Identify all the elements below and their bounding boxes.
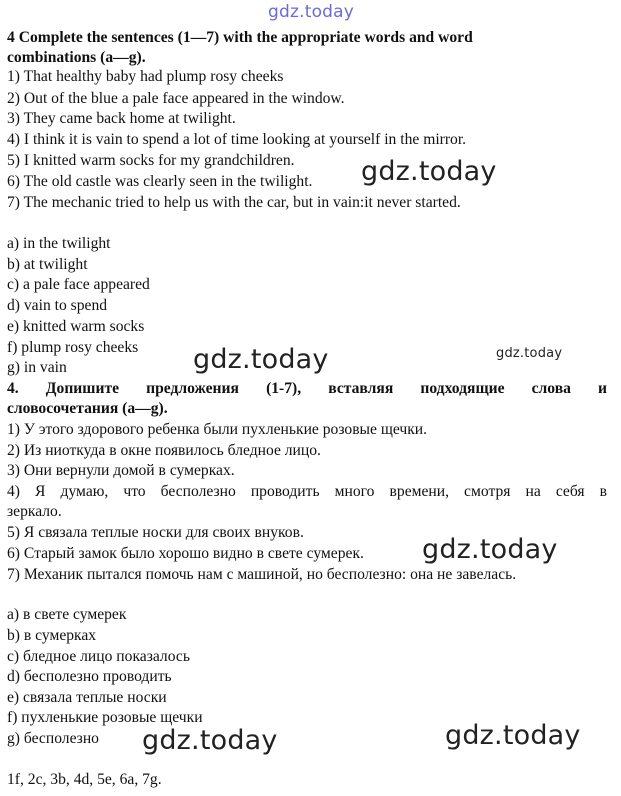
english-option-a: a) in the twilight bbox=[7, 235, 111, 252]
english-sentence-1: 1) That healthy baby had plump rosy cheeks bbox=[7, 68, 284, 85]
russian-heading-line2: словосочетания (a—g). bbox=[7, 400, 168, 417]
russian-sentence-2: 2) Из ниоткуда в окне появилось бледное лицо. bbox=[7, 442, 321, 459]
russian-option-c: c) бледное лицо показалось bbox=[7, 648, 190, 665]
english-sentence-4: 4) I think it is vain to spend a lot of time looking at yourself in the mirror. bbox=[7, 131, 467, 148]
russian-sentence-7: 7) Механик пытался помочь нам с машиной, но бесполезно: она не завелась. bbox=[7, 566, 517, 583]
russian-option-a: a) в свете сумерек bbox=[7, 606, 127, 623]
russian-sentence-5: 5) Я связала теплые носки для своих внуков. bbox=[7, 524, 304, 541]
russian-sentence-6: 6) Старый замок было хорошо видно в свете сумерек. bbox=[7, 545, 364, 562]
english-heading-line2: combinations (a—g). bbox=[7, 49, 146, 66]
russian-option-b: b) в сумерках bbox=[7, 627, 97, 644]
english-sentence-6: 6) The old castle was clearly seen in the twilight. bbox=[7, 173, 313, 190]
english-sentence-3: 3) They came back home at twilight. bbox=[7, 110, 236, 127]
russian-option-e: e) связала теплые носки bbox=[7, 689, 167, 706]
english-heading-line1: 4 Complete the sentences (1—7) with the appropriate words and word bbox=[7, 29, 473, 46]
watermark-3: gdz.today bbox=[496, 346, 563, 361]
english-sentence-2: 2) Out of the blue a pale face appeared in the window. bbox=[7, 90, 345, 107]
russian-sentence-4-cont: зеркало. bbox=[7, 503, 62, 520]
russian-heading-line1: 4. Допишите предложения (1-7), вставляя подходящие слова и bbox=[7, 380, 607, 397]
watermark-4: gdz.today bbox=[422, 534, 558, 565]
english-option-c: c) a pale face appeared bbox=[7, 276, 150, 293]
english-sentence-5: 5) I knitted warm socks for my grandchildren. bbox=[7, 152, 295, 169]
russian-option-f: f) пухленькие розовые щечки bbox=[7, 709, 203, 726]
russian-option-d: d) бесполезно проводить bbox=[7, 668, 172, 685]
russian-sentence-1: 1) У этого здорового ребенка были пухленькие розовые щечки. bbox=[7, 421, 428, 438]
english-option-d: d) vain to spend bbox=[7, 297, 108, 314]
watermark-6: gdz.today bbox=[445, 720, 581, 751]
english-option-e: e) knitted warm socks bbox=[7, 318, 145, 335]
english-sentence-7: 7) The mechanic tried to help us with the car, but in vain:it never started. bbox=[7, 194, 461, 211]
english-option-g: g) in vain bbox=[7, 359, 67, 376]
watermark-2: gdz.today bbox=[193, 344, 329, 375]
watermark-top: gdz.today bbox=[268, 2, 355, 22]
russian-option-g: g) бесполезно bbox=[7, 730, 99, 747]
russian-sentence-3: 3) Они вернули домой в сумерках. bbox=[7, 462, 235, 479]
watermark-5: gdz.today bbox=[142, 725, 278, 756]
russian-sentence-4: 4) Я думаю, что бесполезно проводить много времени, смотря на себя в bbox=[7, 483, 607, 500]
watermark-1: gdz.today bbox=[361, 156, 497, 187]
answer-key: 1f, 2c, 3b, 4d, 5e, 6a, 7g. bbox=[7, 771, 162, 788]
english-option-f: f) plump rosy cheeks bbox=[7, 339, 139, 356]
english-option-b: b) at twilight bbox=[7, 256, 88, 273]
